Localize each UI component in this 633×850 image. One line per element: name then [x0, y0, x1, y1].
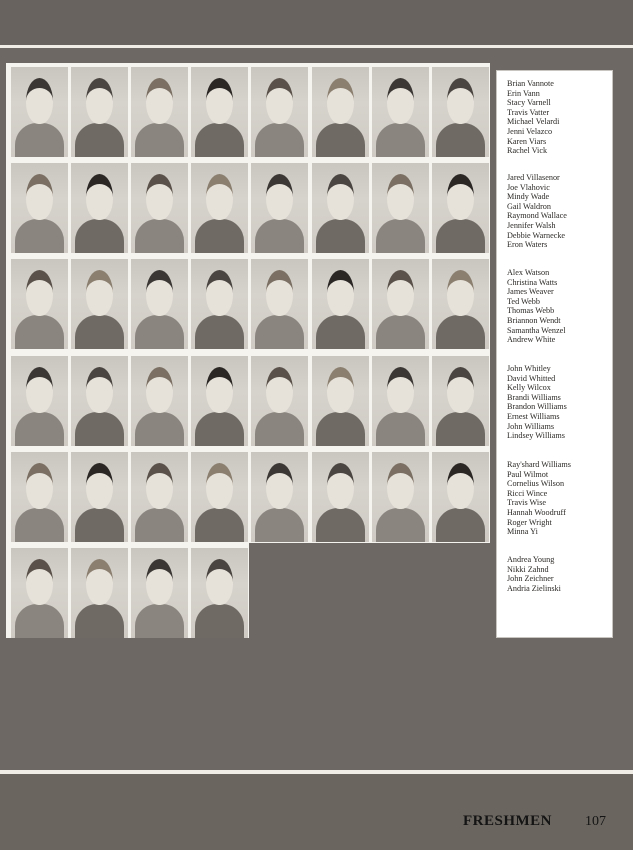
- student-portrait: [251, 356, 308, 446]
- student-name: Thomas Webb: [507, 306, 555, 316]
- student-name: Andrew White: [507, 335, 556, 345]
- portrait-head: [387, 270, 414, 316]
- portrait-shirt: [195, 315, 244, 349]
- student-name: Nikki Zahnd: [507, 564, 549, 574]
- student-name: Erin Vann: [507, 88, 540, 98]
- student-name: John Whitley: [507, 364, 551, 373]
- portrait-head: [86, 78, 113, 124]
- portrait-head: [327, 270, 354, 316]
- student-portrait: [312, 356, 369, 446]
- portrait-head: [26, 270, 53, 316]
- portrait-shirt: [436, 219, 485, 253]
- portrait-head: [387, 174, 414, 220]
- portrait-shirt: [195, 604, 244, 638]
- portrait-shirt: [316, 508, 365, 542]
- student-portrait: [71, 163, 128, 253]
- portrait-shirt: [436, 315, 485, 349]
- student-name: Michael Velardi: [507, 117, 560, 127]
- portrait-shirt: [195, 508, 244, 542]
- portrait-head: [327, 463, 354, 509]
- student-portrait: [432, 163, 489, 253]
- student-portrait: [312, 259, 369, 349]
- portrait-shirt: [376, 219, 425, 253]
- portrait-shirt: [195, 123, 244, 157]
- portrait-head: [206, 367, 233, 413]
- student-portrait: [372, 452, 429, 542]
- student-name: Jenni Velazco: [507, 126, 553, 136]
- student-portrait: [11, 356, 68, 446]
- portrait-shirt: [75, 412, 124, 446]
- portrait-shirt: [255, 123, 304, 157]
- student-name: Andria Zielinski: [507, 583, 561, 593]
- student-portrait: [191, 452, 248, 542]
- student-portrait: [191, 548, 248, 638]
- portrait-shirt: [135, 604, 184, 638]
- portrait-head: [387, 463, 414, 509]
- portrait-shirt: [255, 219, 304, 253]
- portrait-head: [86, 367, 113, 413]
- portrait-head: [447, 78, 474, 124]
- portrait-head: [266, 174, 293, 220]
- student-portrait: [372, 67, 429, 157]
- student-portrait: [71, 67, 128, 157]
- portrait-head: [146, 174, 173, 220]
- student-name: Samantha Wenzel: [507, 325, 566, 335]
- student-name: John Zeichner: [507, 574, 554, 584]
- section-title: FRESHMEN: [463, 813, 553, 829]
- student-portrait: [131, 356, 188, 446]
- bottom-band: [0, 774, 633, 850]
- portrait-shirt: [376, 123, 425, 157]
- student-name: Raymond Wallace: [507, 211, 567, 221]
- portrait-head: [447, 367, 474, 413]
- student-name: Andrea Young: [507, 555, 555, 564]
- portrait-shirt: [376, 508, 425, 542]
- student-name: Cornelius Wilson: [507, 479, 565, 489]
- student-portrait: [312, 163, 369, 253]
- portrait-shirt: [135, 315, 184, 349]
- student-portrait: [251, 259, 308, 349]
- student-name: Paul Wilmot: [507, 469, 549, 479]
- student-portrait: [11, 452, 68, 542]
- portrait-head: [206, 270, 233, 316]
- portrait-head: [206, 174, 233, 220]
- student-portrait: [71, 259, 128, 349]
- student-portrait: [71, 548, 128, 638]
- name-group: [507, 364, 612, 441]
- portrait-shirt: [316, 412, 365, 446]
- portrait-head: [86, 270, 113, 316]
- portrait-shirt: [195, 219, 244, 253]
- portrait-shirt: [135, 123, 184, 157]
- portrait-shirt: [316, 315, 365, 349]
- portrait-shirt: [15, 123, 64, 157]
- portrait-shirt: [376, 412, 425, 446]
- student-name: Christina Watts: [507, 277, 558, 287]
- student-name: Alex Watson: [507, 268, 550, 277]
- student-name: Brian Vannote: [507, 79, 554, 88]
- name-group: [507, 460, 612, 537]
- portrait-head: [266, 270, 293, 316]
- portrait-shirt: [15, 508, 64, 542]
- portrait-shirt: [75, 315, 124, 349]
- student-name: Ted Webb: [507, 296, 540, 306]
- portrait-head: [26, 367, 53, 413]
- student-name: Eron Waters: [507, 240, 548, 250]
- student-portrait: [131, 163, 188, 253]
- portrait-head: [387, 78, 414, 124]
- portrait-head: [206, 78, 233, 124]
- portrait-shirt: [75, 508, 124, 542]
- portrait-shirt: [436, 123, 485, 157]
- portrait-shirt: [15, 315, 64, 349]
- student-portrait: [11, 259, 68, 349]
- portrait-shirt: [316, 123, 365, 157]
- portrait-shirt: [436, 412, 485, 446]
- portrait-shirt: [195, 412, 244, 446]
- student-portrait: [11, 67, 68, 157]
- student-portrait: [251, 452, 308, 542]
- portrait-shirt: [15, 412, 64, 446]
- student-portrait: [191, 67, 248, 157]
- portrait-head: [146, 270, 173, 316]
- student-portrait: [312, 452, 369, 542]
- portrait-head: [266, 463, 293, 509]
- student-name: Ricci Wince: [507, 488, 548, 498]
- portrait-head: [146, 463, 173, 509]
- student-name: Travis Wise: [507, 498, 547, 508]
- portrait-head: [146, 559, 173, 605]
- student-name: Ernest Williams: [507, 411, 560, 421]
- student-name: Jennifer Walsh: [507, 220, 556, 230]
- student-name: Lindsey Williams: [507, 431, 565, 441]
- student-portrait: [71, 452, 128, 542]
- portrait-shirt: [255, 508, 304, 542]
- student-portrait: [131, 452, 188, 542]
- student-name: Gail Waldron: [507, 201, 551, 211]
- student-portrait: [312, 67, 369, 157]
- student-portrait: [11, 548, 68, 638]
- portrait-head: [327, 174, 354, 220]
- student-portrait: [432, 259, 489, 349]
- name-group: [507, 173, 612, 250]
- student-portrait: [372, 356, 429, 446]
- student-portrait: [432, 452, 489, 542]
- portrait-shirt: [376, 315, 425, 349]
- portrait-head: [206, 463, 233, 509]
- portrait-shirt: [135, 412, 184, 446]
- name-group: [507, 79, 612, 156]
- student-name: Ray'shard Williams: [507, 460, 571, 469]
- student-name: Mindy Wade: [507, 192, 550, 202]
- student-name: John Williams: [507, 421, 555, 431]
- student-name: Kelly Wilcox: [507, 383, 551, 393]
- portrait-shirt: [135, 219, 184, 253]
- student-name: James Weaver: [507, 287, 554, 297]
- portrait-head: [26, 463, 53, 509]
- portrait-head: [387, 367, 414, 413]
- student-portrait: [432, 356, 489, 446]
- student-name: Jared Villasenor: [507, 173, 560, 182]
- student-name: Joe Vlahovic: [507, 182, 550, 192]
- name-group: [507, 268, 612, 345]
- portrait-head: [86, 174, 113, 220]
- student-portrait: [131, 548, 188, 638]
- top-band: [0, 0, 633, 45]
- portrait-shirt: [135, 508, 184, 542]
- student-name: Briannon Wendt: [507, 315, 561, 325]
- portrait-head: [86, 559, 113, 605]
- student-name: Debbie Warnecke: [507, 230, 566, 240]
- portrait-shirt: [75, 219, 124, 253]
- student-portrait: [131, 67, 188, 157]
- portrait-shirt: [316, 219, 365, 253]
- portrait-shirt: [75, 604, 124, 638]
- student-name: Hannah Woodruff: [507, 507, 566, 517]
- page-number: 107: [585, 814, 606, 829]
- portrait-shirt: [15, 219, 64, 253]
- portrait-head: [266, 367, 293, 413]
- student-portrait: [251, 163, 308, 253]
- student-name: Rachel Vick: [507, 146, 548, 156]
- portrait-head: [146, 367, 173, 413]
- student-portrait: [372, 163, 429, 253]
- student-portrait: [131, 259, 188, 349]
- student-portrait: [372, 259, 429, 349]
- student-portrait: [191, 259, 248, 349]
- student-name: Travis Vatter: [507, 107, 550, 117]
- portrait-head: [26, 174, 53, 220]
- portrait-shirt: [436, 508, 485, 542]
- student-portrait: [191, 356, 248, 446]
- portrait-shirt: [255, 412, 304, 446]
- student-portrait: [191, 163, 248, 253]
- student-name: Brandon Williams: [507, 402, 567, 412]
- student-portrait: [11, 163, 68, 253]
- portrait-head: [266, 78, 293, 124]
- student-portrait: [251, 67, 308, 157]
- portrait-head: [26, 559, 53, 605]
- student-name: Karen Viars: [507, 136, 547, 146]
- portrait-head: [447, 270, 474, 316]
- student-name: Brandi Williams: [507, 392, 561, 402]
- portrait-head: [447, 463, 474, 509]
- portrait-head: [146, 78, 173, 124]
- portrait-shirt: [15, 604, 64, 638]
- name-group: [507, 555, 612, 593]
- student-name: David Whitted: [507, 373, 556, 383]
- portrait-head: [447, 174, 474, 220]
- portrait-head: [206, 559, 233, 605]
- student-name: Roger Wright: [507, 517, 552, 527]
- student-portrait: [71, 356, 128, 446]
- name-list-box: [496, 70, 613, 638]
- portrait-shirt: [255, 315, 304, 349]
- portrait-head: [86, 463, 113, 509]
- portrait-head: [327, 367, 354, 413]
- portrait-head: [26, 78, 53, 124]
- student-portrait: [432, 67, 489, 157]
- student-name: Stacy Varnell: [507, 98, 551, 108]
- portrait-shirt: [75, 123, 124, 157]
- student-name: Minna Yi: [507, 527, 538, 537]
- portrait-head: [327, 78, 354, 124]
